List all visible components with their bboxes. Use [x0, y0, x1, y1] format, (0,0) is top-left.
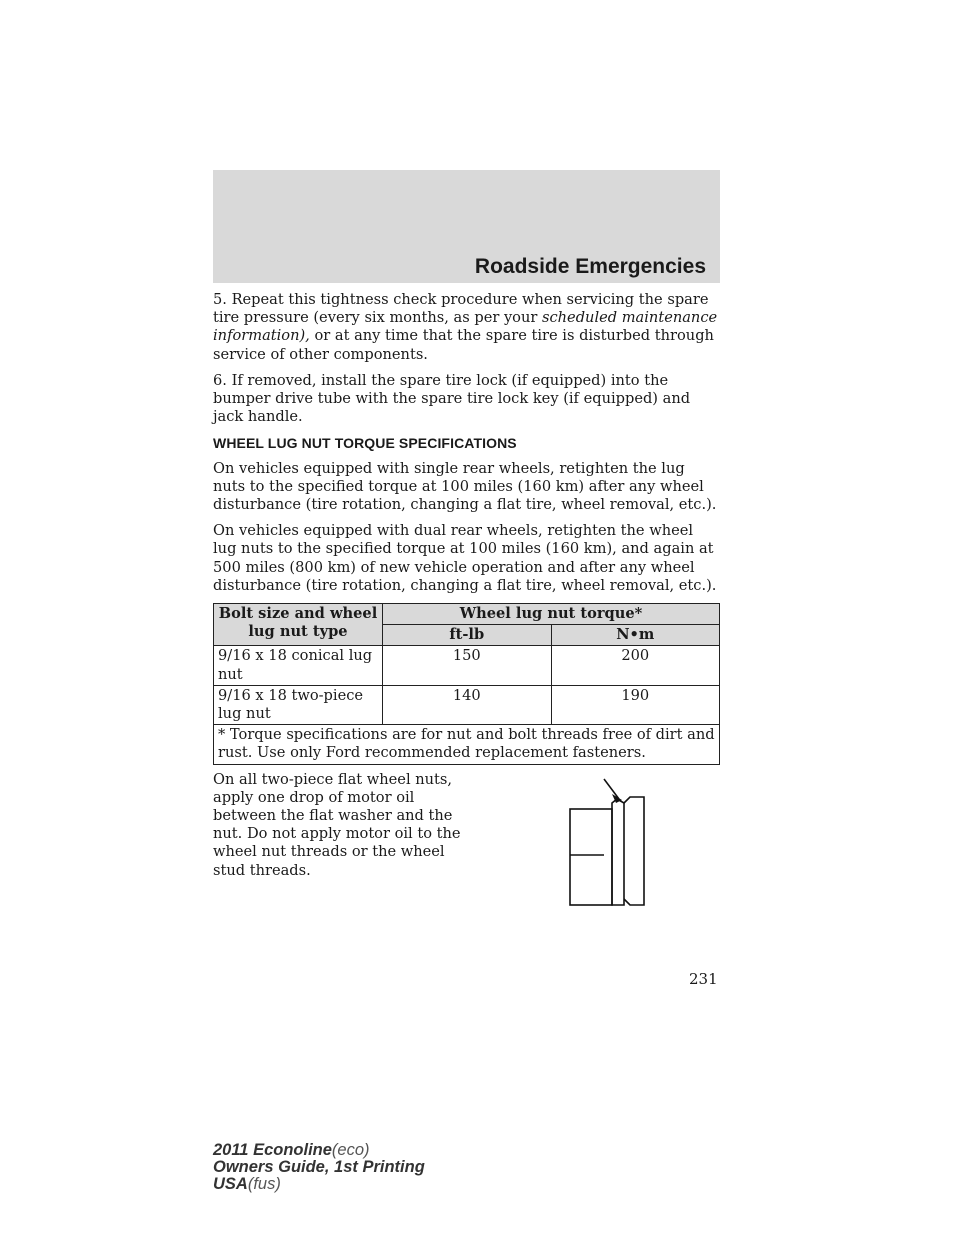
step-5-paragraph	[213, 291, 720, 364]
row-ftlb: 140	[383, 685, 552, 724]
row-type: 9/16 x 18 conical lug nut	[214, 646, 383, 685]
col-header-torque: Wheel lug nut torque*	[383, 604, 720, 625]
step-5-text-b: or at any time that the spare tire is disturbed through service of other components.	[213, 327, 714, 363]
page-content	[213, 291, 720, 907]
step-6-paragraph: 6. If removed, install the spare tire lock (if equipped) into the bumper drive tube with the spare tire lock key (if equipped) and jack handle.	[213, 371, 691, 426]
nut-body	[570, 809, 612, 905]
row-ftlb: 150	[383, 646, 552, 685]
col-header-bolt: Bolt size and wheel lug nut type	[214, 604, 383, 646]
nut-flange	[624, 797, 644, 905]
lug-nut-illustration	[520, 777, 680, 907]
table-row	[214, 646, 720, 685]
row-type: 9/16 x 18 two-piece lug nut	[214, 685, 383, 724]
table-row	[214, 685, 720, 724]
maintenance-reference: scheduled maintenance information),	[213, 309, 718, 345]
unit-nm: N•m	[551, 625, 720, 646]
note-text: On all two-piece flat wheel nuts, apply one drop of motor oil between the flat washer and the nut. Do not apply motor oil to the wheel nut threads or the wheel stud threads.	[213, 770, 461, 879]
footer-model: 2011 Econoline	[213, 1141, 332, 1159]
header-band	[213, 170, 720, 283]
footer-market: USA	[213, 1175, 248, 1193]
footer-market-code: (fus)	[247, 1175, 281, 1193]
page-number: 231	[689, 970, 718, 988]
section-title: Roadside Emergencies	[474, 255, 706, 278]
table-header-row	[214, 604, 720, 625]
torque-table	[213, 603, 720, 765]
section-heading: WHEEL LUG NUT TORQUE SPECIFICATIONS	[213, 435, 517, 452]
row-nm: 190	[551, 685, 720, 724]
row-nm: 200	[551, 646, 720, 685]
oil-point-arrow-icon	[604, 779, 619, 799]
footer	[213, 1142, 425, 1193]
single-rear-paragraph: On vehicles equipped with single rear wheels, retighten the lug nuts to the specified torque at 100 miles (160 km) after any wheel disturbance (tire rotation, changing a flat tire, wheel removal, etc.).	[213, 459, 717, 514]
dual-rear-paragraph: On vehicles equipped with dual rear wheels, retighten the wheel lug nuts to the specified torque at 100 miles (160 km), and again at 500 miles (800 km) of new vehicle operation and after any wheel disturbance (tire rotation, changing a flat tire, wheel removal, etc.).	[213, 522, 717, 594]
lug-nut-note	[213, 771, 720, 907]
table-footnote: * Torque specifications are for nut and bolt threads free of dirt and rust. Use only Ford recommended replacement fasteners.	[214, 725, 720, 764]
footer-model-code: (eco)	[331, 1141, 370, 1159]
flat-washer	[612, 799, 624, 905]
table-footnote-row	[214, 725, 720, 764]
unit-ftlb: ft-lb	[383, 625, 552, 646]
footer-printing: Owners Guide, 1st Printing	[213, 1158, 425, 1176]
step-5-text-a: 5. Repeat this tightness check procedure when servicing the spare tire pressure (every six months, as per your	[213, 291, 709, 327]
